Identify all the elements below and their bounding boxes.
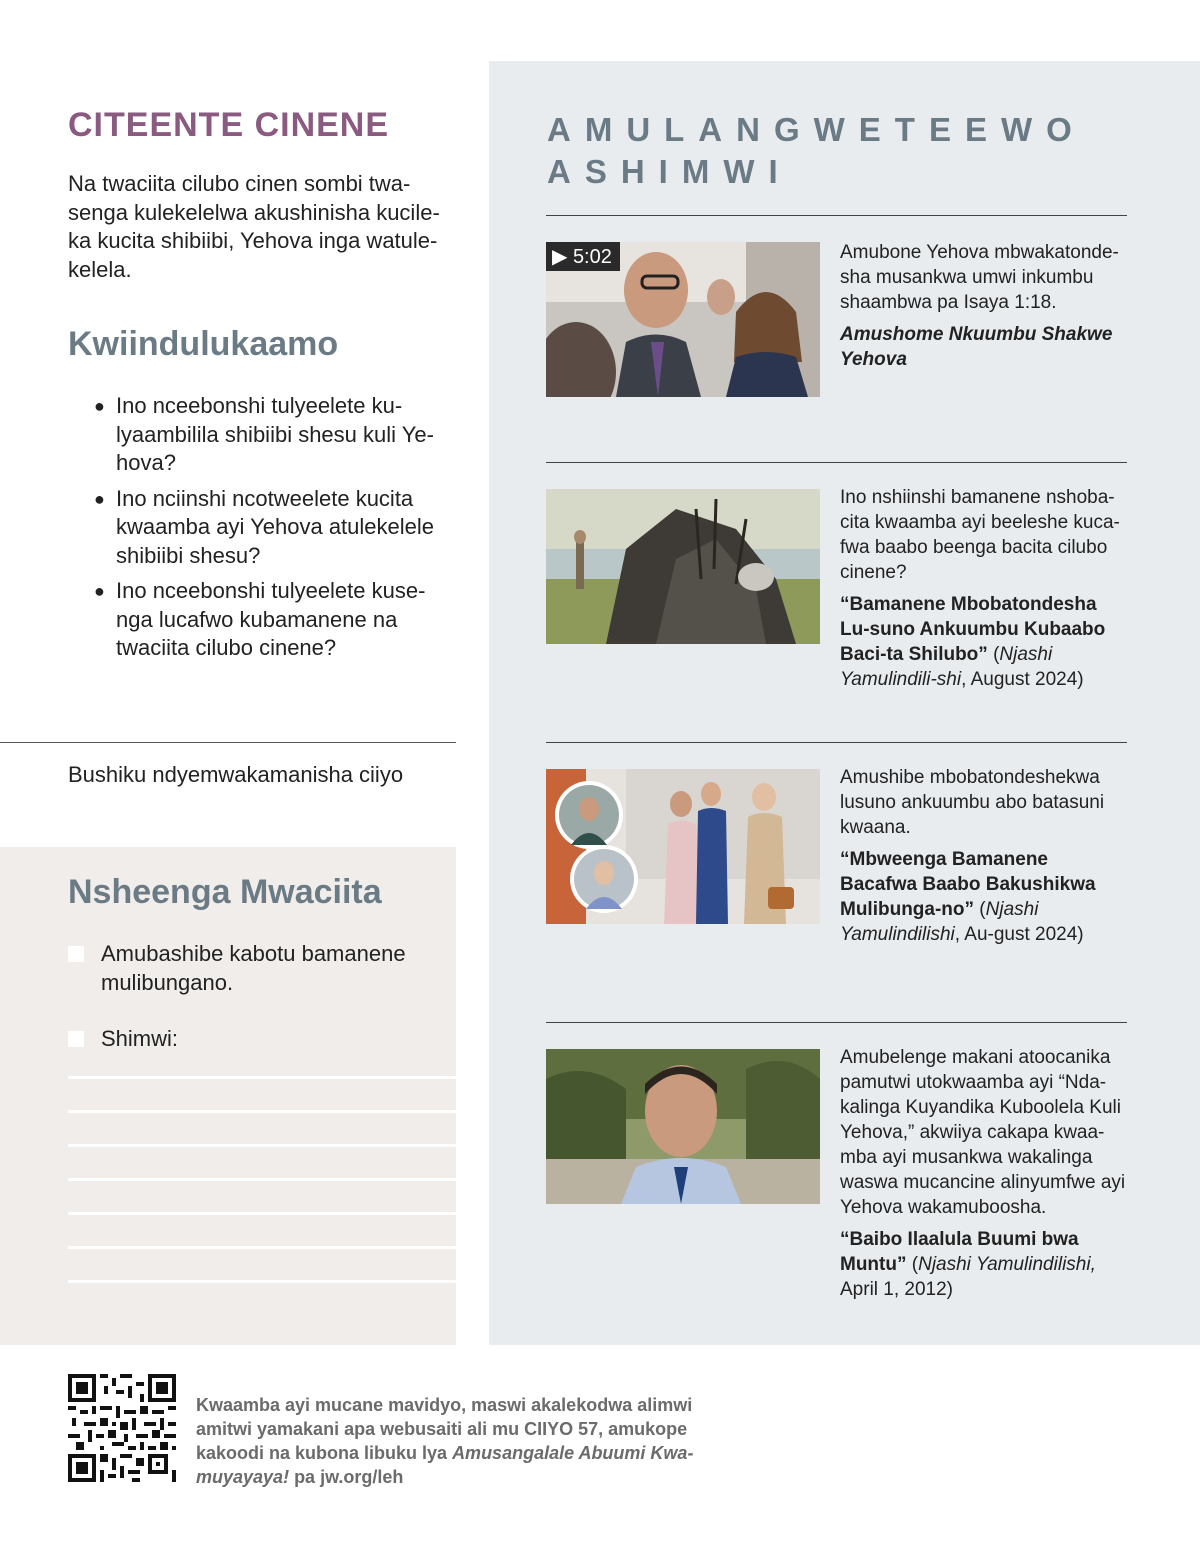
try-this-box bbox=[0, 847, 456, 1345]
completion-date-label: Bushiku ndyemwakamanisha ciiyo bbox=[68, 762, 404, 787]
explore-item-reference[interactable]: “Bamanene Mbobatondesha Lu-suno Ankuumbu Kubaabo Baci-ta Shilubo” (Njashi Yamulindili-shi, August 2024) bbox=[840, 594, 1106, 690]
man-portrait bbox=[546, 1049, 820, 1204]
write-line[interactable] bbox=[68, 1076, 456, 1079]
shepherd-illustration bbox=[546, 489, 820, 644]
qr-code-image bbox=[68, 1374, 176, 1482]
checklist-item[interactable]: Amubashibe kabotu bamanene mulibungano. bbox=[68, 940, 431, 997]
checklist-item-other[interactable]: Shimwi: bbox=[68, 1025, 431, 1054]
review-title: Kwiindulukaamo bbox=[68, 325, 339, 363]
write-line[interactable] bbox=[68, 1110, 456, 1113]
try-this-title: Nsheenga Mwaciita bbox=[68, 873, 382, 911]
checkbox[interactable] bbox=[68, 1031, 84, 1047]
review-item: ● Ino nciinshi ncotweelete kucita kwaamba ayi Yehova atulekelele shibiibi shesu? bbox=[94, 485, 435, 568]
explore-item-reference[interactable]: “Mbweenga Bamanene Bacafwa Baabo Bakushikwa Mulibunga-no” (Njashi Yamulindilishi, Au-gust 2024) bbox=[840, 849, 1096, 945]
write-line[interactable] bbox=[68, 1212, 456, 1215]
article-image bbox=[546, 769, 820, 924]
write-line[interactable] bbox=[68, 1144, 456, 1147]
bullet-icon: ● bbox=[94, 581, 105, 601]
review-item: ● Ino nceebonshi tulyeelete kuse-nga lucafwo kubamanene na twaciita cilubo cinene? bbox=[94, 578, 426, 660]
bullet-icon: ● bbox=[94, 396, 105, 416]
explore-item-text: Amubone Yehova mbwakatonde-sha musankwa umwi inkumbu shaambwa pa Isaya 1:18. Amushome Nkuumbu Shakwe Yehova bbox=[840, 240, 1130, 372]
explore-panel bbox=[489, 61, 1200, 1345]
checkbox[interactable] bbox=[68, 946, 84, 962]
divider bbox=[546, 742, 1127, 743]
video-thumbnail[interactable] bbox=[546, 242, 820, 397]
congregation-illustration bbox=[546, 769, 820, 924]
article-image bbox=[546, 1049, 820, 1204]
review-item: ● Ino nceebonshi tulyeelete ku-lyaambilila shibiibi shesu kuli Ye-hova? bbox=[94, 393, 434, 475]
write-line[interactable] bbox=[68, 1280, 456, 1283]
explore-item-text: Amubelenge makani atoocanika pamutwi utokwaamba ayi “Nda-kalinga Kuyandika Kuboolela Kuli Yehova,” akwiiya cakapa kwaa-mba ayi musankwa wakalinga waswa mucancine alinyumfwe ayi Yehova wakamuboosha. “Baibo Ilaalula Buumi bwa Muntu” (Njashi Yamulindilishi, April 1, 2012) bbox=[840, 1045, 1130, 1302]
explore-item-reference[interactable]: Amushome Nkuumbu Shakwe Yehova bbox=[840, 324, 1113, 370]
explore-title: AMULANGWETEEWO ASHIMWI bbox=[547, 111, 1086, 190]
footer-note: Kwaamba ayi mucane mavidyo, maswi akalekodwa alimwi amitwi yamakani apa webusaiti ali mu CIIYO 57, amukope kakoodi na kubona libuku lya Amusangalale Abuumi Kwa-muyayaya! pa jw.org/leh bbox=[196, 1395, 694, 1487]
article-image bbox=[546, 489, 820, 644]
explore-item-text: Amushibe mbobatondeshekwa lusuno ankuumbu abo batasuni kwaana. “Mbweenga Bamanene Bacafwa Baabo Bakushikwa Mulibunga-no” (Njashi Yamulindilishi, Au-gust 2024) bbox=[840, 765, 1130, 947]
write-line[interactable] bbox=[68, 1178, 456, 1181]
write-line[interactable] bbox=[68, 1246, 456, 1249]
summary-title: CITEENTE CINENE bbox=[68, 106, 390, 144]
qr-code-icon[interactable] bbox=[68, 1374, 176, 1482]
summary-text: Na twaciita cilubo cinen sombi twa-senga kulekelelwa akushinisha kucile-ka kucita shibiibi, Yehova inga watule-kelela. bbox=[68, 171, 440, 282]
divider bbox=[546, 1022, 1127, 1023]
divider bbox=[546, 215, 1127, 216]
divider bbox=[546, 462, 1127, 463]
date-divider bbox=[0, 742, 456, 743]
explore-item-reference[interactable]: “Baibo Ilaalula Buumi bwa Muntu” (Njashi Yamulindilishi, April 1, 2012) bbox=[840, 1229, 1096, 1300]
bullet-icon: ● bbox=[94, 488, 105, 509]
review-list bbox=[94, 392, 450, 670]
video-duration-badge: ▶ 5:02 bbox=[546, 242, 620, 271]
explore-item-text: Ino nshiinshi bamanene nshoba-cita kwaamba ayi beeleshe kuca-fwa baabo beenga bacita cilubo cinene? “Bamanene Mbobatondesha Lu-suno Ankuumbu Kubaabo Baci-ta Shilubo” (Njashi Yamulindili-shi, August 2024) bbox=[840, 485, 1130, 692]
